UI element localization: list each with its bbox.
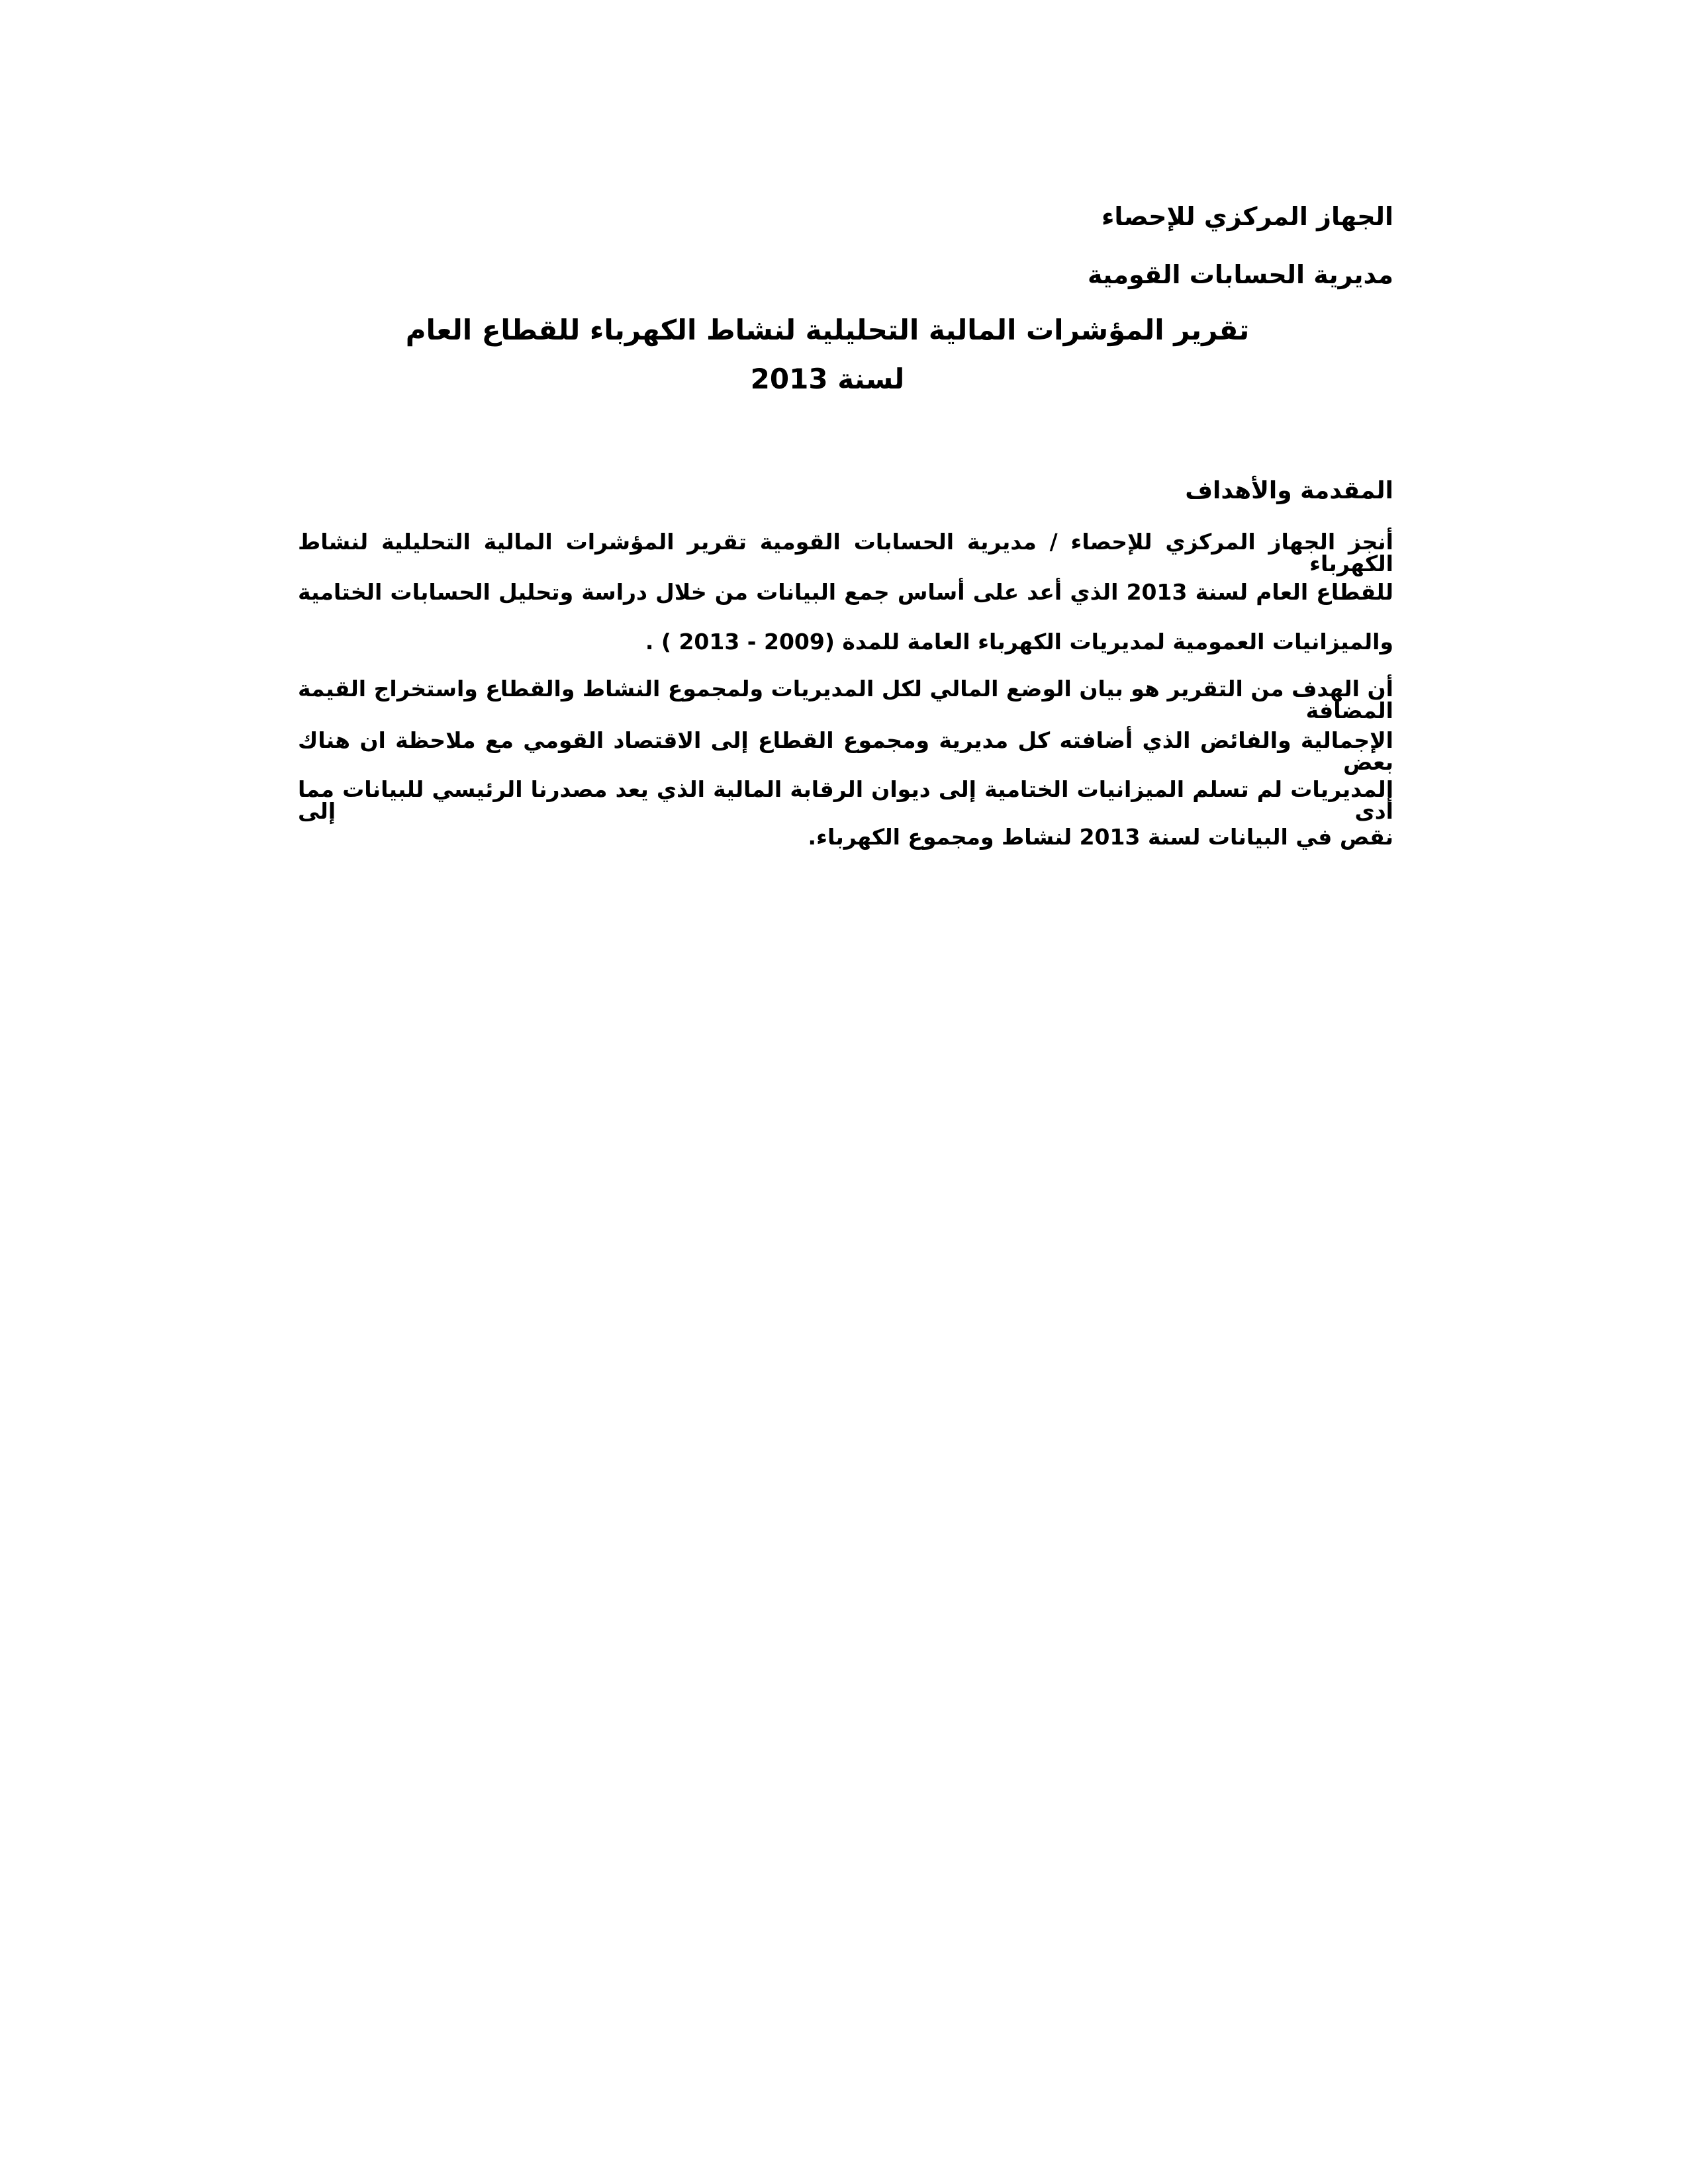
paragraph-line: والميزانيات العمومية لمديريات الكهرباء العامة للمدة (2009 - 2013 ) .	[645, 629, 1393, 655]
paragraph-line: أن الهدف من التقرير هو بيان الوضع المالي لكل المديريات ولمجموع النشاط والقطاع واستخراج القيمة المضافة	[298, 676, 1393, 723]
paragraph-line: أنجز الجهاز المركزي للإحصاء / مديرية الحسابات القومية تقرير المؤشرات المالية التحليلية لنشاط الكهرباء	[298, 529, 1393, 576]
report-year: لسنة 2013	[750, 363, 905, 395]
paragraph-line: الإجمالية والفائض الذي أضافته كل مديرية ومجموع القطاع إلى الاقتصاد القومي مع ملاحظة ان هناك بعض	[298, 727, 1393, 775]
paragraph-line: المديريات لم تسلم الميزانيات الختامية إلى ديوان الرقابة المالية الذي يعد مصدرنا الرئيسي للبيانات مما أدى إلى	[298, 776, 1393, 824]
section-heading: المقدمة والأهداف	[1185, 477, 1393, 504]
paragraph-line: نقص في البيانات لسنة 2013 لنشاط ومجموع الكهرباء.	[808, 824, 1393, 850]
organization-name: الجهاز المركزي للإحصاء	[1102, 202, 1393, 231]
report-title: تقرير المؤشرات المالية التحليلية لنشاط الكهرباء للقطاع العام	[405, 314, 1250, 346]
paragraph-line: للقطاع العام لسنة 2013 الذي أعد على أساس جمع البيانات من خلال دراسة وتحليل الحسابات الختامية	[298, 579, 1393, 605]
directorate-name: مديرية الحسابات القومية	[1087, 260, 1393, 289]
